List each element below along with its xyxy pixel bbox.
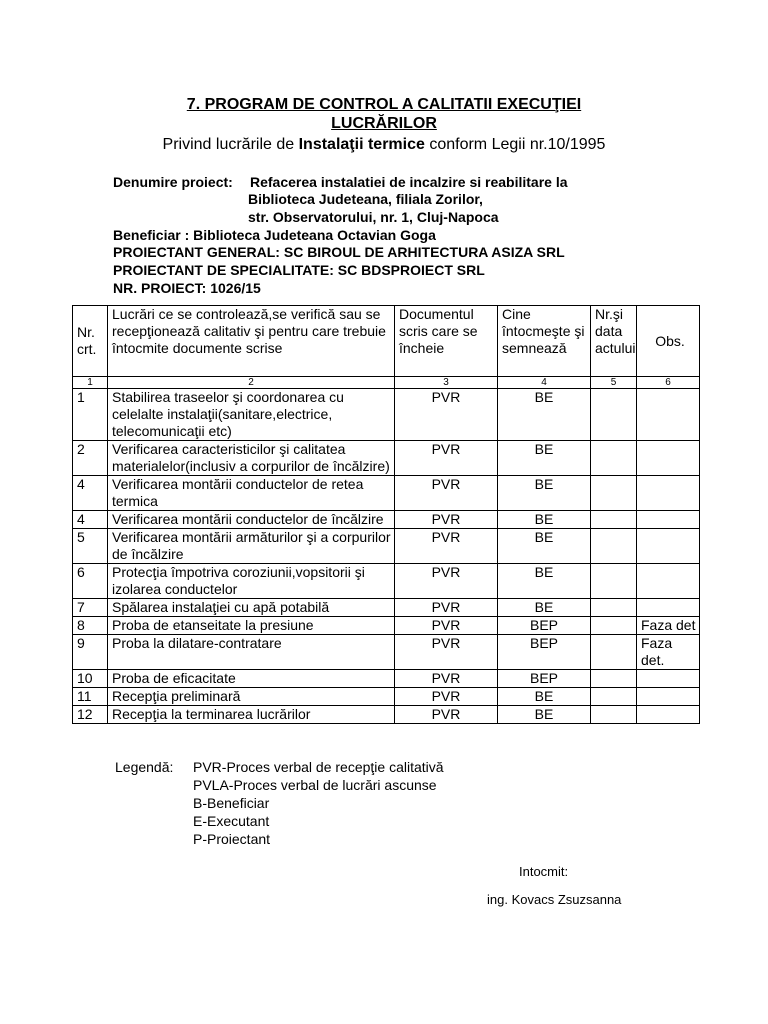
cell-nr: 6 <box>73 564 108 599</box>
cell-cine: BE <box>498 389 591 441</box>
table-row <box>73 564 700 599</box>
cell-cine: BE <box>498 599 591 617</box>
cell-document: PVR <box>395 706 498 724</box>
cell-document: PVR <box>395 688 498 706</box>
column-number: 4 <box>498 377 591 389</box>
cell-obs: Faza det. <box>637 635 700 670</box>
document-subtitle <box>0 135 768 155</box>
denumire-value2: Biblioteca Judeteana, filiala Zorilor, <box>248 191 483 207</box>
header-data: Nr.şi data actului <box>591 306 637 377</box>
subtitle-suffix: conform Legii nr.10/1995 <box>424 136 606 153</box>
cell-lucrare: Protecţia împotriva coroziunii,vopsitorii şi izolarea conductelor <box>108 564 395 599</box>
table-row <box>73 617 700 635</box>
table-row <box>73 670 700 688</box>
cell-cine: BE <box>498 511 591 529</box>
cell-obs <box>637 529 700 564</box>
denumire-value3: str. Observatorului, nr. 1, Cluj-Napoca <box>248 209 499 225</box>
nr-proiect: NR. PROIECT: 1026/15 <box>113 280 261 296</box>
cell-data <box>591 688 637 706</box>
cell-cine: BEP <box>498 635 591 670</box>
cell-cine: BE <box>498 476 591 511</box>
cell-cine: BEP <box>498 617 591 635</box>
proiectant-specialitate: PROIECTANT DE SPECIALITATE: SC BDSPROIECT SRL <box>113 262 485 278</box>
cell-lucrare: Recepţia la terminarea lucrărilor <box>108 706 395 724</box>
cell-obs <box>637 476 700 511</box>
cell-lucrare: Verificarea montării conductelor de retea termica <box>108 476 395 511</box>
legend-label: Legendă: <box>115 759 174 775</box>
cell-data <box>591 635 637 670</box>
column-number: 1 <box>73 377 108 389</box>
table-row <box>73 635 700 670</box>
cell-obs <box>637 441 700 476</box>
table-row <box>73 441 700 476</box>
cell-document: PVR <box>395 511 498 529</box>
cell-data <box>591 476 637 511</box>
cell-obs <box>637 599 700 617</box>
cell-nr: 2 <box>73 441 108 476</box>
cell-cine: BE <box>498 706 591 724</box>
table-row <box>73 476 700 511</box>
legend <box>115 758 444 848</box>
header-obs: Obs. <box>637 306 700 377</box>
cell-lucrare: Proba de etanseitate la presiune <box>108 617 395 635</box>
cell-data <box>591 599 637 617</box>
cell-obs: Faza det <box>637 617 700 635</box>
signature-label: Intocmit: <box>519 864 569 879</box>
header-nr: Nr. crt. <box>73 306 108 377</box>
cell-lucrare: Recepţia preliminară <box>108 688 395 706</box>
column-number: 3 <box>395 377 498 389</box>
column-number: 6 <box>637 377 700 389</box>
cell-cine: BE <box>498 529 591 564</box>
table-row <box>73 389 700 441</box>
legend-item: E-Executant <box>193 813 270 829</box>
cell-nr: 11 <box>73 688 108 706</box>
legend-item: P-Proiectant <box>193 831 271 847</box>
cell-cine: BE <box>498 564 591 599</box>
cell-document: PVR <box>395 389 498 441</box>
cell-document: PVR <box>395 441 498 476</box>
cell-obs <box>637 706 700 724</box>
cell-data <box>591 511 637 529</box>
column-number: 2 <box>108 377 395 389</box>
cell-lucrare: Spălarea instalaţiei cu apă potabilă <box>108 599 395 617</box>
cell-cine: BE <box>498 688 591 706</box>
cell-data <box>591 389 637 441</box>
cell-lucrare: Verificarea montării armăturilor şi a corpurilor de încălzire <box>108 529 395 564</box>
cell-obs <box>637 670 700 688</box>
legend-item: B-Beneficiar <box>193 795 270 811</box>
column-number-row <box>73 377 700 389</box>
cell-cine: BEP <box>498 670 591 688</box>
cell-obs <box>637 511 700 529</box>
denumire-line1 <box>113 173 568 191</box>
table-row <box>73 511 700 529</box>
cell-cine: BE <box>498 441 591 476</box>
table-row <box>73 688 700 706</box>
legend-item: PVR-Proces verbal de recepţie calitativă <box>193 759 444 775</box>
header-document: Documentul scris care se încheie <box>395 306 498 377</box>
cell-nr: 5 <box>73 529 108 564</box>
cell-document: PVR <box>395 617 498 635</box>
subtitle-bold: Instalaţii termice <box>298 136 425 153</box>
cell-nr: 12 <box>73 706 108 724</box>
cell-data <box>591 529 637 564</box>
cell-data <box>591 617 637 635</box>
column-number: 5 <box>591 377 637 389</box>
denumire-label: Denumire proiect: <box>113 174 233 190</box>
cell-document: PVR <box>395 529 498 564</box>
header-cine: Cine întocmeşte şi semnează <box>498 306 591 377</box>
cell-document: PVR <box>395 564 498 599</box>
table-row <box>73 706 700 724</box>
cell-data <box>591 670 637 688</box>
proiectant-general: PROIECTANT GENERAL: SC BIROUL DE ARHITECTURA ASIZA SRL <box>113 244 565 260</box>
cell-document: PVR <box>395 476 498 511</box>
table-row <box>73 599 700 617</box>
cell-lucrare: Proba la dilatare-contratare <box>108 635 395 670</box>
cell-lucrare: Verificarea caracteristicilor şi calitatea materialelor(inclusiv a corpurilor de încălzire) <box>108 441 395 476</box>
cell-obs <box>637 389 700 441</box>
cell-nr: 8 <box>73 617 108 635</box>
cell-data <box>591 441 637 476</box>
cell-data <box>591 564 637 599</box>
quality-control-table <box>72 305 700 724</box>
cell-nr: 7 <box>73 599 108 617</box>
cell-obs <box>637 688 700 706</box>
signature-name: ing. Kovacs Zsuzsanna <box>487 892 622 907</box>
cell-document: PVR <box>395 635 498 670</box>
header-lucrari: Lucrări ce se controlează,se verifică sau se recepţionează calitativ şi pentru care trebuie întocmite documente scrise <box>108 306 395 377</box>
cell-nr: 9 <box>73 635 108 670</box>
cell-document: PVR <box>395 599 498 617</box>
legend-item: PVLA-Proces verbal de lucrări ascunse <box>193 777 437 793</box>
cell-nr: 4 <box>73 511 108 529</box>
document-title-line2: LUCRĂRILOR <box>331 115 437 132</box>
cell-obs <box>637 564 700 599</box>
cell-nr: 1 <box>73 389 108 441</box>
document-title-line1: 7. PROGRAM DE CONTROL A CALITATII EXECUŢIEI <box>186 96 582 113</box>
cell-lucrare: Verificarea montării conductelor de încălzire <box>108 511 395 529</box>
table-row <box>73 529 700 564</box>
cell-nr: 4 <box>73 476 108 511</box>
denumire-value1: Refacerea instalatiei de incalzire si reabilitare la <box>250 174 568 190</box>
cell-lucrare: Stabilirea traseelor şi coordonarea cu celelalte instalaţii(sanitare,electrice, telecomunicaţii etc) <box>108 389 395 441</box>
cell-lucrare: Proba de eficacitate <box>108 670 395 688</box>
cell-nr: 10 <box>73 670 108 688</box>
cell-data <box>591 706 637 724</box>
cell-document: PVR <box>395 670 498 688</box>
table-body <box>73 389 700 724</box>
subtitle-prefix: Privind lucrările de <box>162 136 299 153</box>
beneficiar: Beneficiar : Biblioteca Judeteana Octavian Goga <box>113 227 436 243</box>
table-header-row <box>73 306 700 377</box>
